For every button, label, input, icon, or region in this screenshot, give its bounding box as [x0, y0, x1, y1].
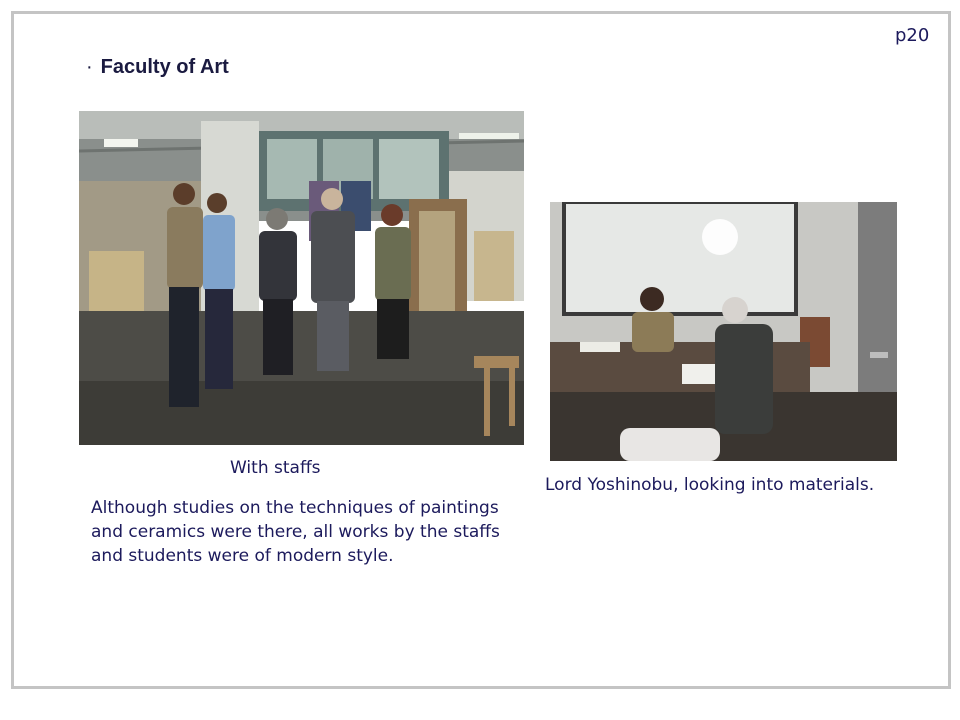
heading-title: Faculty of Art — [100, 56, 229, 78]
section-heading — [86, 56, 229, 79]
lord-photo-caption: Lord Yoshinobu, looking into materials. — [545, 475, 875, 495]
staff-photo-caption: With staffs — [230, 458, 321, 478]
staff-group-photo — [79, 111, 524, 445]
heading-bullet: · — [86, 56, 93, 78]
lord-yoshinobu-photo — [550, 202, 897, 461]
page-number: p20 — [895, 25, 930, 46]
body-paragraph: Although studies on the techniques of paintings and ceramics were there, all works by the staffs and students were of modern style. — [91, 498, 500, 566]
